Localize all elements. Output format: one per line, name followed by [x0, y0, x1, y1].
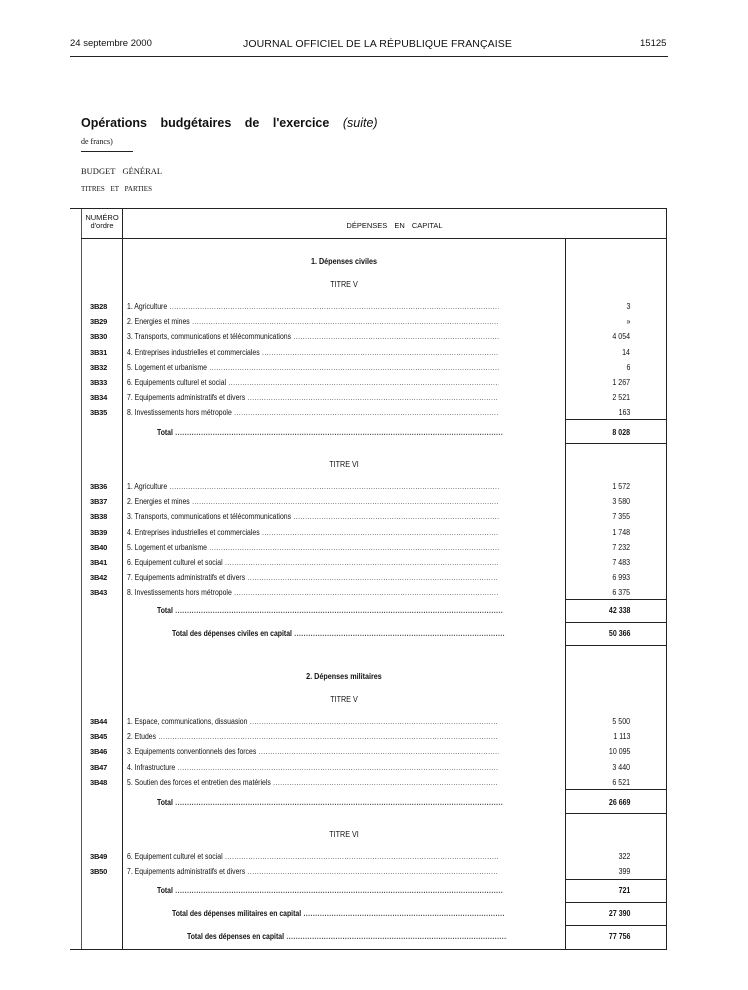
row-label: Total des dépenses militaires en capital .....: [172, 909, 505, 918]
row-label: 7. Equipements administratifs et divers .....: [127, 867, 499, 876]
row-amount: 6: [626, 362, 630, 372]
row-label: 2. Energies et mines .....: [127, 497, 499, 506]
row-code: 3B43: [90, 588, 108, 598]
table-row: [70, 588, 666, 603]
row-label: 2. Etudes .....: [127, 732, 499, 741]
row-label: 8. Investissements hors métropole .....: [127, 408, 499, 417]
row-amount: 7 483: [612, 558, 630, 567]
table-row: [70, 393, 666, 408]
section-civil-heading: 1. Dépenses civiles: [310, 257, 378, 266]
row-amount: 42 338: [608, 606, 630, 615]
row-amount: 3 580: [612, 497, 630, 507]
row-amount: 50 366: [608, 629, 630, 638]
row-code: 3B45: [90, 732, 108, 742]
row-label: 6. Equipements culturel et social .....: [127, 378, 499, 387]
row-amount: 1 572: [612, 482, 630, 491]
section-military-heading: 2. Dépenses militaires: [306, 672, 382, 681]
row-code: 3B35: [90, 408, 108, 418]
row-code: 3B46: [90, 747, 108, 757]
row-code: 3B29: [90, 317, 108, 327]
row-code: 3B40: [90, 542, 108, 552]
row-amount: 6 521: [612, 777, 630, 787]
row-label: 6. Equipement culturel et social .....: [127, 852, 499, 861]
table-header-rule: [81, 238, 666, 239]
table-row: [70, 332, 666, 347]
total-row: [70, 629, 666, 644]
row-amount: 14: [622, 347, 630, 357]
row-code: 3B48: [90, 777, 108, 787]
table-row: [70, 482, 666, 497]
budget-table: [70, 208, 667, 950]
row-amount: 7 232: [612, 542, 630, 552]
row-amount: 1 748: [612, 527, 630, 537]
journal-title: JOURNAL OFFICIEL DE LA RÉPUBLIQUE FRANÇAISE: [243, 38, 512, 50]
row-label: 3. Transports, communications et télécommunications .....: [127, 512, 499, 521]
row-label: Total .....: [157, 428, 503, 437]
row-label: 8. Investissements hors métropole .....: [127, 588, 499, 597]
row-amount: 4 054: [612, 332, 630, 342]
row-amount: 10 095: [608, 747, 630, 757]
document-title-suffix: (suite): [342, 116, 378, 130]
titre-v-heading: TITRE V: [330, 695, 358, 704]
row-amount: 26 669: [608, 798, 630, 807]
row-code: 3B37: [90, 497, 108, 507]
row-label: Total .....: [157, 886, 503, 895]
row-code: 3B31: [90, 347, 108, 357]
row-label: 1. Agriculture .....: [127, 482, 499, 491]
row-label: Total des dépenses en capital .....: [187, 932, 507, 941]
row-label: 3. Transports, communications et télécommunications .....: [127, 332, 499, 341]
total-box-rule: [566, 925, 666, 926]
row-amount: 399: [618, 867, 630, 877]
row-label: 3. Equipements conventionnels des forces .....: [127, 747, 499, 756]
total-box-rule: [566, 813, 666, 814]
titre-vi-heading: TITRE VI: [329, 830, 359, 839]
total-box-rule: [566, 645, 666, 646]
row-amount: 721: [618, 886, 630, 895]
row-label: 5. Soutien des forces et entretien des matériels .....: [127, 778, 499, 787]
total-box-rule: [566, 443, 666, 444]
table-row: [70, 528, 666, 543]
total-box-rule: [566, 902, 666, 903]
table-row: [70, 763, 666, 778]
total-row: [70, 428, 666, 443]
column-header-number: NUMÉRO d'ordre: [85, 213, 119, 230]
row-amount: 7 355: [612, 512, 630, 522]
header-date: 24 septembre 2000: [70, 38, 152, 49]
row-amount: 1 113: [612, 732, 630, 742]
row-amount: 3: [626, 302, 630, 311]
row-code: 3B39: [90, 527, 108, 537]
titres-heading: TITRES ET PARTIES: [81, 185, 152, 193]
unit-rule: [81, 151, 133, 152]
table-row: [70, 497, 666, 512]
row-amount: 77 756: [608, 932, 630, 941]
total-box-rule: [566, 622, 666, 623]
row-label: 4. Entreprises industrielles et commerciales .....: [127, 348, 499, 357]
table-row: [70, 363, 666, 378]
row-amount: 27 390: [608, 909, 630, 918]
row-label: 5. Logement et urbanisme .....: [127, 543, 499, 552]
row-code: 3B28: [90, 302, 108, 311]
row-code: 3B41: [90, 558, 108, 567]
row-label: 4. Entreprises industrielles et commerciales .....: [127, 528, 499, 537]
row-label: Total des dépenses civiles en capital .....: [172, 629, 505, 638]
row-code: 3B38: [90, 512, 108, 522]
total-box-rule: [566, 599, 666, 600]
grand-total-row: [70, 932, 666, 947]
row-amount: 6 375: [612, 588, 630, 598]
row-code: 3B36: [90, 482, 108, 491]
row-amount: »: [626, 317, 630, 327]
titre-vi-heading: TITRE VI: [329, 460, 359, 469]
row-label: Total .....: [157, 798, 503, 807]
table-row: [70, 302, 666, 317]
row-amount: 6 993: [612, 573, 630, 583]
row-code: 3B47: [90, 762, 108, 772]
total-row: [70, 886, 666, 901]
titre-v-heading: TITRE V: [330, 280, 358, 289]
table-row: [70, 317, 666, 332]
row-code: 3B33: [90, 378, 108, 387]
column-header-main: DÉPENSES EN CAPITAL: [346, 221, 443, 230]
table-row: [70, 558, 666, 573]
row-label: 7. Equipements administratifs et divers .....: [127, 393, 499, 402]
document-title: [81, 116, 378, 130]
row-label: 7. Equipements administratifs et divers .....: [127, 573, 499, 582]
row-amount: 322: [618, 852, 630, 861]
row-amount: 163: [618, 408, 630, 418]
table-row: [70, 573, 666, 588]
row-code: 3B34: [90, 393, 108, 403]
row-code: 3B49: [90, 852, 108, 861]
table-row: [70, 852, 666, 867]
total-box-rule: [566, 419, 666, 420]
row-code: 3B44: [90, 717, 108, 726]
table-row: [70, 348, 666, 363]
table-row: [70, 747, 666, 762]
row-label: 5. Logement et urbanisme .....: [127, 363, 499, 372]
total-row: [70, 798, 666, 813]
row-amount: 8 028: [612, 428, 630, 437]
row-code: 3B30: [90, 332, 108, 342]
total-box-rule: [566, 789, 666, 790]
row-label: 1. Espace, communications, dissuasion .....: [127, 717, 499, 726]
row-amount: 2 521: [612, 393, 630, 403]
row-label: 2. Energies et mines .....: [127, 317, 499, 326]
row-label: Total .....: [157, 606, 503, 615]
document-title-text: Opérations budgétaires de l'exercice: [81, 116, 330, 130]
total-row: [70, 606, 666, 621]
row-code: 3B42: [90, 573, 108, 583]
row-label: 4. Infrastructure .....: [127, 763, 499, 772]
row-amount: 3 440: [612, 762, 630, 772]
row-label: 1. Agriculture .....: [127, 302, 499, 311]
table-row: [70, 512, 666, 527]
row-code: 3B32: [90, 362, 108, 372]
table-row: [70, 543, 666, 558]
table-row: [70, 732, 666, 747]
row-amount: 5 500: [612, 717, 630, 726]
total-row: [70, 909, 666, 924]
table-row: [70, 717, 666, 732]
header-rule: [70, 56, 668, 57]
table-row: [70, 378, 666, 393]
table-row: [70, 778, 666, 793]
unit-note: de francs): [81, 137, 113, 146]
row-amount: 1 267: [612, 378, 630, 387]
page-number: 15125: [640, 38, 667, 49]
table-row: [70, 408, 666, 423]
total-box-rule: [566, 879, 666, 880]
budget-heading: BUDGET GÉNÉRAL: [81, 166, 163, 176]
row-code: 3B50: [90, 867, 108, 877]
row-label: 6. Equipement culturel et social .....: [127, 558, 499, 567]
